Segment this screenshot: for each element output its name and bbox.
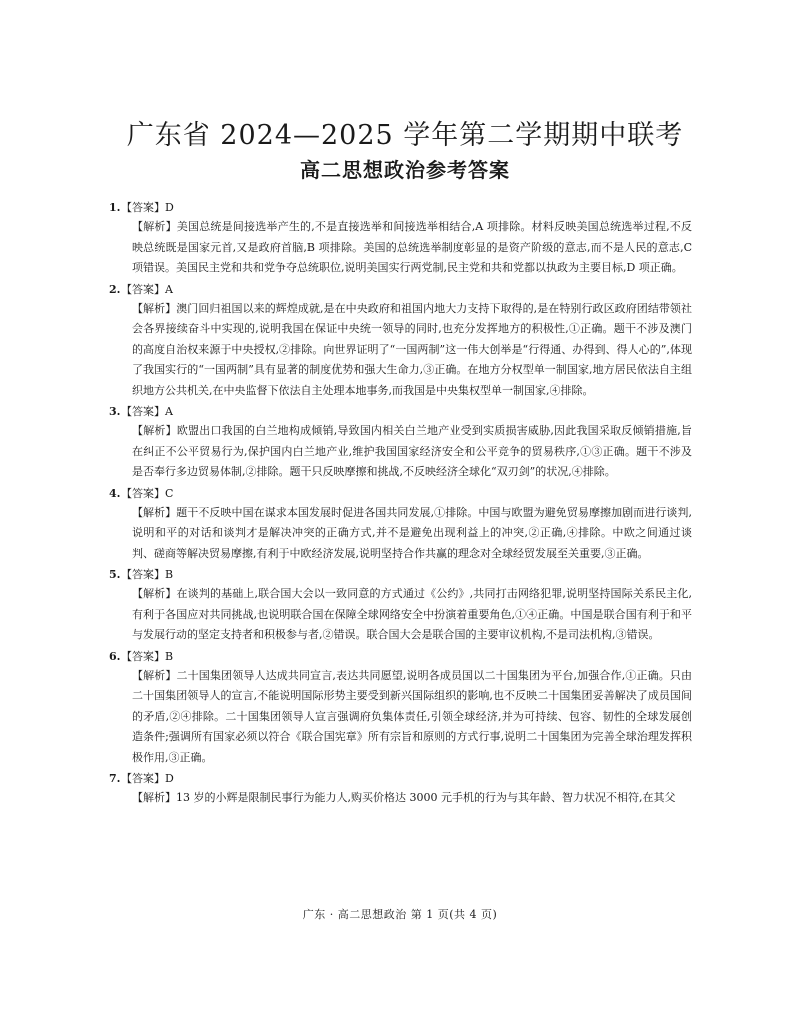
analysis-text: 【解析】在谈判的基础上,联合国大会以一致同意的方式通过《公约》,共同打击网络犯罪,说明坚持国际关系民主化,有利于各国应对共同挑战,也说明联合国在保障全球网络安全中扮演着重要角色,①④正确。中国是联合国有利于和平与发展行动的坚定支持者和积极参与者,②错误。联合国大会是联合国的主要审议机构,不是司法机构,③错误。 [132,587,692,641]
answer-item-6 [109,647,692,769]
question-number: 4. [109,486,121,500]
question-number: 2. [109,282,121,296]
answer-item-4 [109,484,692,565]
answer-list [109,198,692,809]
answer-key: 【答案】C [121,486,174,500]
question-number: 3. [109,405,121,418]
answer-key: 【答案】D [121,772,174,785]
answer-key: 【答案】D [121,201,174,214]
answer-item-2 [109,280,692,402]
document-title: 广东省 2024—2025 学年第二学期期中联考 [126,120,684,151]
answer-item-7 [109,769,692,809]
question-number: 5. [109,568,121,581]
analysis-text: 【解析】二十国集团领导人达成共同宣言,表达共同愿望,说明各成员国以二十国集团为平台,加强合作,①正确。只由二十国集团领导人的宣言,不能说明国际形势主要受到新兴国际组织的影响,也不反映二十国集团妥善解决了成员国间的矛盾,②④排除。二十国集团领导人宣言强调府负集体责任,引领全球经济,并为可持续、包容、韧性的全球发展创造条件;强调所有国家必须以符合《联合国宪章》所有宗旨和原则的方式行事,说明二十国集团为完善全球治理发挥积极作用,③正确。 [132,668,692,764]
page-footer: 广东 · 高二思想政治 第 1 页(共 4 页) [302,908,498,921]
document-subtitle: 高二思想政治参考答案 [300,158,510,182]
analysis-text: 【解析】欧盟出口我国的白兰地构成倾销,导致国内相关白兰地产业受到实质损害威胁,因此我国采取反倾销措施,旨在纠正不公平贸易行为,保护国内白兰地产业,维护我国国家经济安全和公平竞争的贸易秩序,①③正确。题干不涉及是否奉行多边贸易体制,②排除。题干只反映摩擦和挑战,不反映经济全球化“双刃剑”的状况,④排除。 [132,424,692,478]
analysis-text: 【解析】题干不反映中国在谋求本国发展时促进各国共同发展,①排除。中国与欧盟为避免贸易摩擦加剧而进行谈判,说明和平的对话和谈判才是解决冲突的正确方式,并不是避免出现利益上的冲突,②正确,④排除。中欧之间通过谈判、磋商等解决贸易摩擦,有利于中欧经济发展,说明坚持合作共赢的理念对全球经贸发展至关重要,③正确。 [132,505,692,560]
analysis-text: 【解析】美国总统是间接选举产生的,不是直接选举和间接选举相结合,A 项排除。材料反映美国总统选举过程,不反映总统既是国家元首,又是政府首脑,B 项排除。美国的总统选举制度彰显的是资产阶级的意志,而不是人民的意志,C 项错误。美国民主党和共和党争夺总统职位,说明美国实行两党制,民主党和共和党都以执政为主要目标,D 项正确。 [132,220,692,274]
answer-item-5 [109,565,692,646]
question-number: 7. [109,772,121,785]
question-number: 1. [109,201,121,214]
answer-item-1 [109,198,692,279]
answer-key: 【答案】A [121,282,173,296]
answer-key: 【答案】A [121,405,173,418]
question-number: 6. [109,649,121,663]
answer-item-3 [109,402,692,483]
analysis-text: 【解析】澳门回归祖国以来的辉煌成就,是在中央政府和祖国内地大力支持下取得的,是在特别行政区政府团结带领社会各界接续奋斗中实现的,说明我国在保证中央统一领导的同时,也充分发挥地方的积极性,①正确。题干不涉及澳门的高度自治权来源于中央授权,②排除。向世界证明了“一国两制”这一伟大创举是“行得通、办得到、得人心的”,体现了我国实行的“一国两制”具有显著的制度优势和强大生命力,③正确。在地方分权型单一制国家,地方居民依法自主组织地方公共机关,在中央监督下依法自主处理本地事务,而我国是中央集权型单一制国家,④排除。 [132,301,692,397]
answer-key: 【答案】B [121,649,174,663]
answer-key: 【答案】B [121,568,174,581]
analysis-text: 【解析】13 岁的小辉是限制民事行为能力人,购买价格达 3000 元手机的行为与其年龄、智力状况不相符,在其父 [132,791,676,804]
